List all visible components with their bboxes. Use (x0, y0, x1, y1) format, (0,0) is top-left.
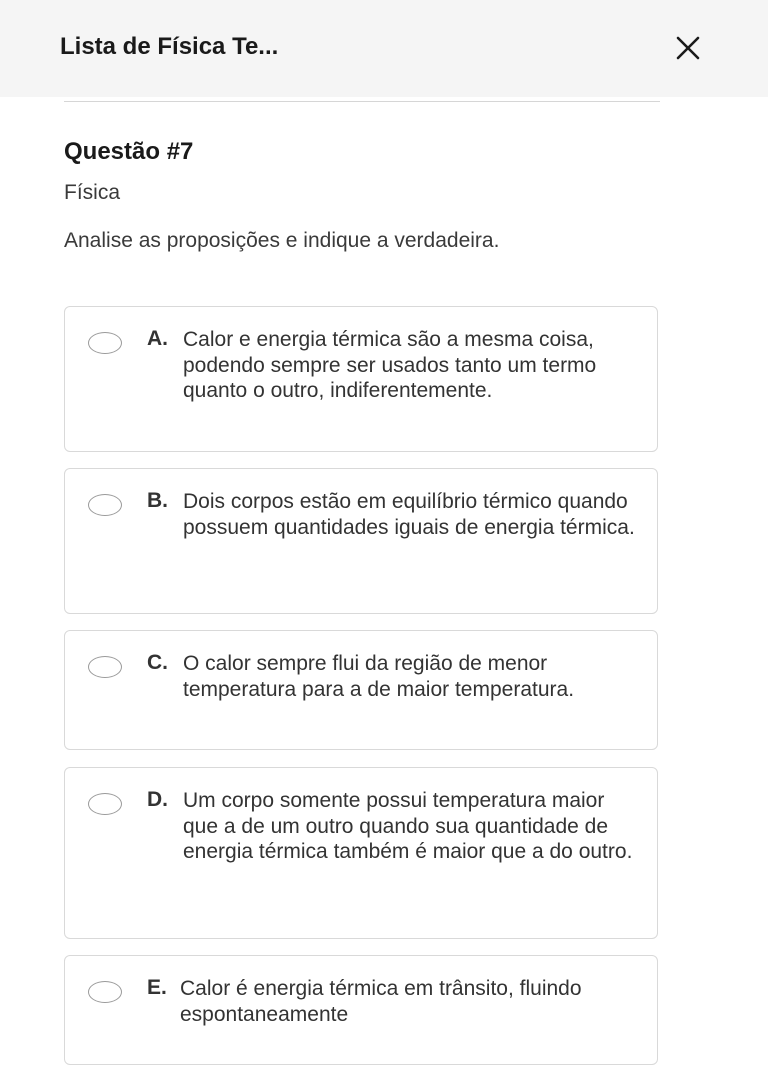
option-b-letter: B. (147, 489, 168, 512)
question-title: Questão #7 (64, 138, 194, 165)
header-divider (64, 101, 660, 102)
option-c-text: O calor sempre flui da região de menor temperatura para a de maior temperatura. (183, 652, 575, 701)
option-a-letter: A. (147, 327, 168, 350)
option-e-radio[interactable] (88, 981, 122, 1003)
option-a-text: Calor e energia térmica são a mesma coisa, podendo sempre ser usados tanto um termo quanto o outro, indiferentemente. (183, 328, 597, 402)
option-c[interactable] (64, 630, 658, 750)
app-header (0, 0, 768, 97)
close-icon (670, 30, 706, 66)
option-b-text: Dois corpos estão em equilíbrio térmico quando possuem quantidades iguais de energia térmica. (183, 490, 635, 539)
question-subject: Física (64, 181, 121, 204)
option-a-radio[interactable] (88, 332, 122, 354)
option-b[interactable] (64, 468, 658, 614)
option-c-radio[interactable] (88, 656, 122, 678)
option-d-text: Um corpo somente possui temperatura maior que a de um outro quando sua quantidade de energia térmica também é maior que a do outro. (183, 789, 633, 863)
option-d[interactable] (64, 767, 658, 939)
option-e[interactable] (64, 955, 658, 1065)
option-b-radio[interactable] (88, 494, 122, 516)
question-statement: Analise as proposições e indique a verdadeira. (64, 229, 500, 252)
option-c-letter: C. (147, 651, 168, 674)
option-e-text: Calor é energia térmica em trânsito, fluindo espontaneamente (180, 977, 582, 1026)
option-e-letter: E. (147, 976, 167, 999)
page-title: Lista de Física Te... (60, 33, 279, 60)
option-a[interactable] (64, 306, 658, 452)
option-d-radio[interactable] (88, 793, 122, 815)
close-button[interactable] (670, 30, 706, 66)
option-d-letter: D. (147, 788, 168, 811)
